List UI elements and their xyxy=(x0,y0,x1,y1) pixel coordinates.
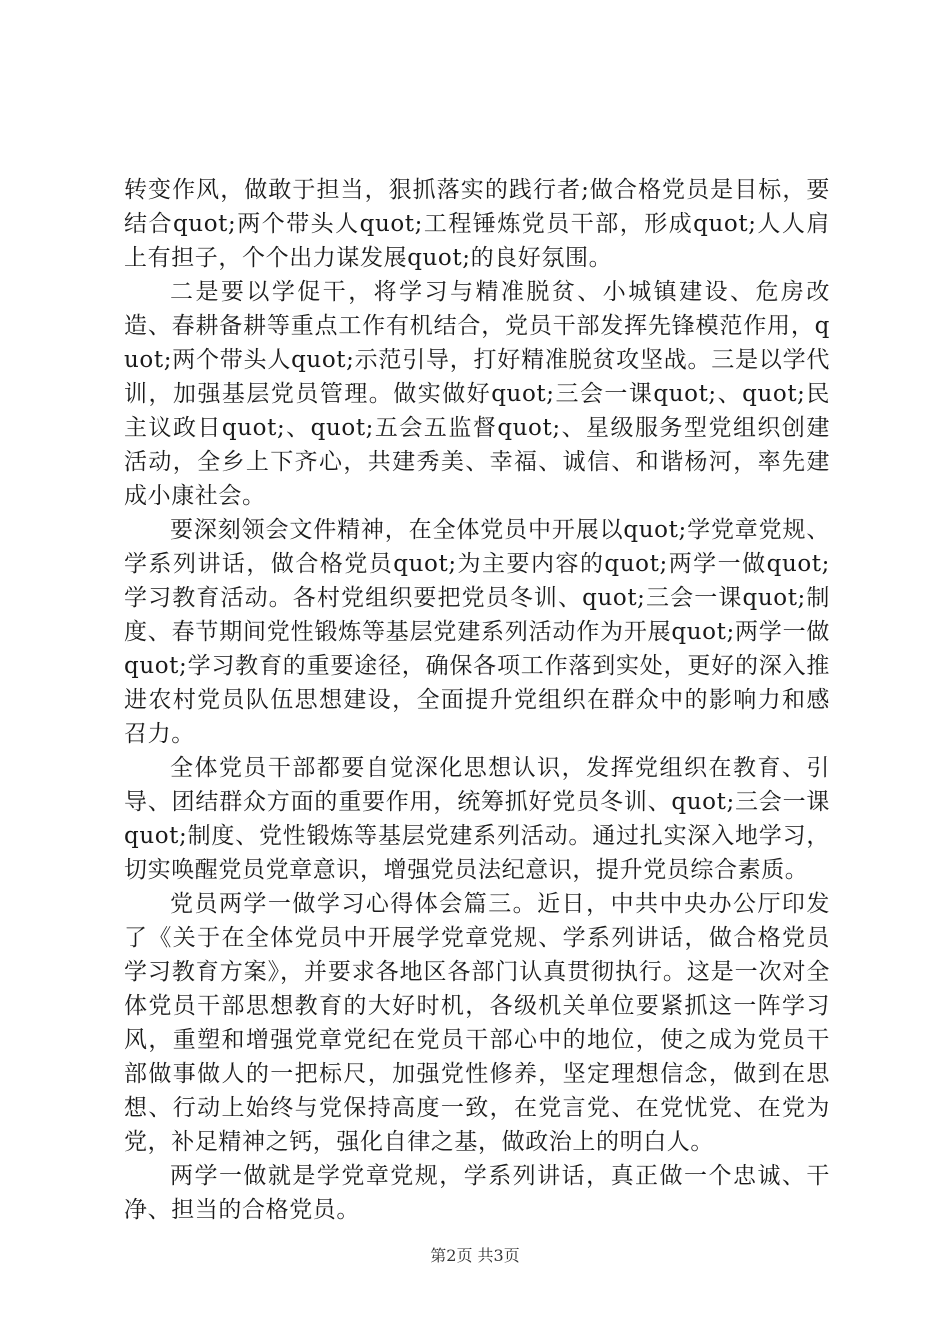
paragraph: 全体党员干部都要自觉深化思想认识，发挥党组织在教育、引导、团结群众方面的重要作用，统筹抓好党员冬训、quot;三会一课quot;制度、党性锻炼等基层党建系列活动。通过扎实深入地学习，切实唤醒党员党章意识，增强党员法纪意识，提升党员综合素质。 xyxy=(124,755,830,883)
paragraph: 二是要以学促干，将学习与精准脱贫、小城镇建设、危房改造、春耕备耕等重点工作有机结合，党员干部发挥先锋模范作用，quot;两个带头人quot;示范引导，打好精准脱贫攻坚战。三是以学代训，加强基层党员管理。做实做好quot;三会一课quot;、quot;民主议政日quot;、quot;五会五监督quot;、星级服务型党组织创建活动，全乡上下齐心，共建秀美、幸福、诚信、和谐杨河，率先建成小康社会。 xyxy=(124,279,830,509)
paragraph: 转变作风，做敢于担当，狠抓落实的践行者;做合格党员是目标，要结合quot;两个带头人quot;工程锤炼党员干部，形成quot;人人肩上有担子，个个出力谋发展quot;的良好氛围。 xyxy=(124,177,830,271)
document-body xyxy=(124,173,830,1227)
paragraph: 两学一做就是学党章党规，学系列讲话，真正做一个忠诚、干净、担当的合格党员。 xyxy=(124,1163,830,1223)
paragraph: 要深刻领会文件精神，在全体党员中开展以quot;学党章党规、学系列讲话，做合格党员quot;为主要内容的quot;两学一做quot;学习教育活动。各村党组织要把党员冬训、quot;三会一课quot;制度、春节期间党性锻炼等基层党建系列活动作为开展quot;两学一做quot;学习教育的重要途径，确保各项工作落到实处，更好的深入推进农村党员队伍思想建设，全面提升党组织在群众中的影响力和感召力。 xyxy=(124,517,830,747)
paragraph: 党员两学一做学习心得体会篇三。近日，中共中央办公厅印发了《关于在全体党员中开展学党章党规、学系列讲话，做合格党员学习教育方案》，并要求各地区各部门认真贯彻执行。这是一次对全体党员干部思想教育的大好时机，各级机关单位要紧抓这一阵学习风，重塑和增强党章党纪在党员干部心中的地位，使之成为党员干部做事做人的一把标尺，加强党性修养，坚定理想信念，做到在思想、行动上始终与党保持高度一致，在党言党、在党忧党、在党为党，补足精神之钙，强化自律之基，做政治上的明白人。 xyxy=(124,891,830,1155)
page-number-footer: 第2页 共3页 xyxy=(430,1246,520,1265)
